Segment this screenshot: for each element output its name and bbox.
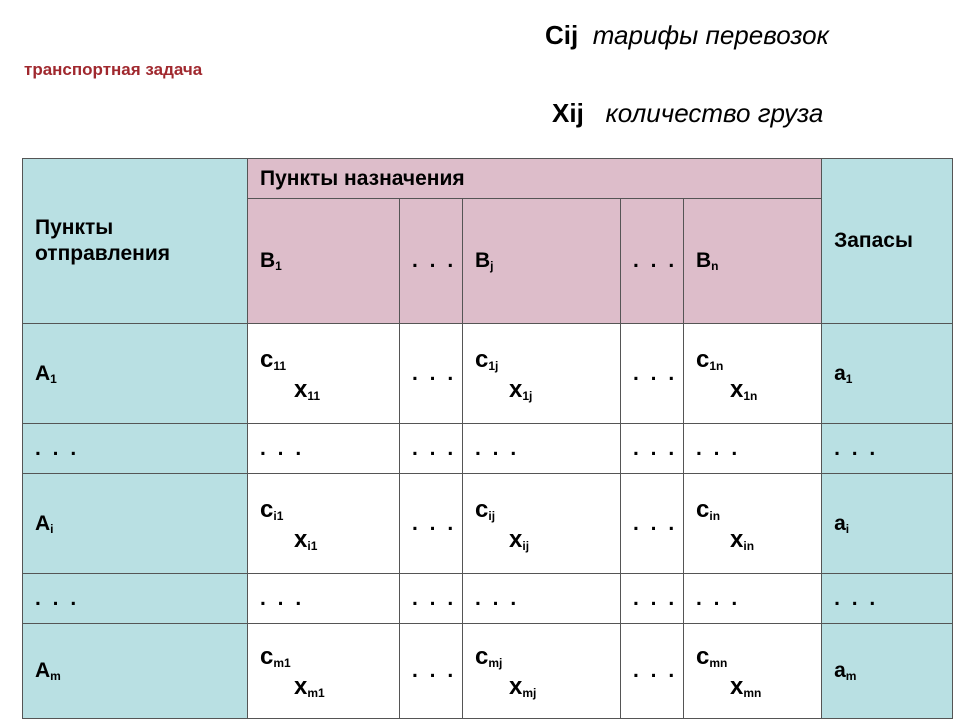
ellipsis-cell: . . . [23, 424, 248, 474]
legend-cost-symbol: Cij [545, 20, 579, 50]
ellipsis-cell: . . . [621, 474, 684, 574]
cost-index: 11 [273, 358, 287, 373]
cost-letter: c [696, 643, 710, 670]
ellipsis-cell: . . . [400, 324, 463, 424]
tariff-cell [463, 324, 621, 424]
quantity-index: 1j [522, 388, 533, 403]
destination-index: 1 [275, 259, 282, 273]
cost-letter: c [260, 643, 274, 670]
cost-letter: c [260, 495, 274, 523]
cost-value [696, 494, 821, 524]
cost-value [696, 641, 821, 671]
cost-letter: c [475, 345, 489, 373]
origin-cell [23, 624, 248, 719]
destination-letter: B [260, 249, 276, 272]
cost-value [475, 494, 620, 524]
tariff-cell [463, 474, 621, 574]
tariff-cell [248, 624, 400, 719]
quantity-index: in [743, 538, 755, 553]
destination-header [684, 199, 822, 324]
quantity-letter: x [730, 525, 744, 553]
quantity-value [260, 526, 399, 554]
quantity-letter: x [730, 375, 744, 403]
destination-index: n [711, 259, 719, 273]
cost-value [696, 344, 821, 374]
cost-letter: c [475, 495, 489, 523]
origin-index: i [50, 521, 54, 536]
cost-index: 1j [488, 358, 499, 373]
ellipsis-cell: . . . [400, 424, 463, 474]
origin-cell [23, 474, 248, 574]
quantity-value [696, 673, 821, 701]
stock-index: m [845, 669, 857, 683]
legend-cost [545, 20, 829, 51]
origin-letter: A [35, 511, 51, 535]
quantity-letter: x [509, 375, 523, 403]
cost-letter: c [475, 643, 489, 670]
cost-index: ij [488, 508, 496, 523]
cost-index: m1 [273, 656, 291, 670]
stock-letter: a [834, 361, 846, 385]
quantity-index: mj [522, 686, 537, 700]
quantity-index: i1 [307, 538, 318, 553]
origins-header: Пункты отправления [23, 159, 248, 324]
cost-value [260, 494, 399, 524]
ellipsis-row [23, 424, 953, 474]
ellipsis-cell: . . . [463, 424, 621, 474]
legend-quantity-description: количество груза [605, 98, 824, 128]
cost-value [475, 344, 620, 374]
table-row [23, 324, 953, 424]
ellipsis-cell: . . . [400, 199, 463, 324]
tariff-cell [684, 474, 822, 574]
quantity-value [696, 526, 821, 554]
subtitle: транспортная задача [24, 60, 203, 79]
destination-header [463, 199, 621, 324]
origin-index: m [50, 669, 61, 683]
tariff-cell [463, 624, 621, 719]
tariff-cell [248, 474, 400, 574]
ellipsis-cell: . . . [621, 199, 684, 324]
cost-index: 1n [709, 358, 724, 373]
cost-index: mj [488, 656, 503, 670]
legend-quantity [552, 98, 823, 129]
tariff-cell [684, 624, 822, 719]
cost-value [260, 344, 399, 374]
quantity-index: 11 [307, 388, 321, 403]
quantity-index: ij [522, 538, 530, 553]
quantity-letter: x [294, 673, 308, 700]
cost-letter: c [260, 345, 274, 373]
origin-index: 1 [50, 371, 57, 386]
ellipsis-cell: . . . [248, 574, 400, 624]
cost-index: in [709, 508, 721, 523]
legend-quantity-symbol: Xij [552, 98, 584, 128]
cost-value [475, 641, 620, 671]
ellipsis-cell: . . . [400, 474, 463, 574]
origin-letter: A [35, 361, 51, 385]
quantity-value [475, 673, 620, 701]
stock-cell [822, 324, 953, 424]
quantity-value [475, 376, 620, 404]
cost-index: mn [709, 656, 728, 670]
transport-table [22, 158, 953, 719]
tariff-cell [684, 324, 822, 424]
ellipsis-cell: . . . [400, 624, 463, 719]
ellipsis-cell: . . . [684, 424, 822, 474]
legend-cost-description: тарифы перевозок [592, 20, 829, 50]
stock-index: 1 [845, 371, 853, 386]
ellipsis-cell: . . . [621, 574, 684, 624]
origin-cell [23, 324, 248, 424]
table-row [23, 624, 953, 719]
destinations-header: Пункты назначения [248, 159, 822, 199]
cost-value [260, 641, 399, 671]
ellipsis-cell: . . . [822, 574, 953, 624]
table-row [23, 474, 953, 574]
ellipsis-cell: . . . [621, 324, 684, 424]
quantity-value [696, 376, 821, 404]
quantity-index: m1 [307, 686, 325, 700]
stock-header: Запасы [822, 159, 953, 324]
ellipsis-cell: . . . [400, 574, 463, 624]
destination-header [248, 199, 400, 324]
stock-index: i [845, 521, 850, 536]
quantity-letter: x [294, 375, 308, 403]
ellipsis-cell: . . . [23, 574, 248, 624]
destination-letter: B [475, 249, 491, 272]
destination-letter: B [696, 249, 712, 272]
quantity-value [260, 673, 399, 701]
quantity-letter: x [294, 525, 308, 553]
ellipsis-cell: . . . [248, 424, 400, 474]
stock-letter: a [834, 511, 846, 535]
quantity-index: 1n [743, 388, 758, 403]
destination-index: j [490, 259, 494, 273]
cost-index: i1 [273, 508, 284, 523]
stock-cell [822, 474, 953, 574]
quantity-letter: x [509, 525, 523, 553]
ellipsis-cell: . . . [684, 574, 822, 624]
stock-cell [822, 624, 953, 719]
cost-letter: c [696, 495, 710, 523]
origin-letter: A [35, 659, 51, 682]
quantity-letter: x [730, 673, 744, 700]
tariff-cell [248, 324, 400, 424]
quantity-index: mn [743, 686, 762, 700]
quantity-value [260, 376, 399, 404]
ellipsis-cell: . . . [621, 624, 684, 719]
ellipsis-row [23, 574, 953, 624]
stock-letter: a [834, 659, 846, 682]
ellipsis-cell: . . . [822, 424, 953, 474]
quantity-value [475, 526, 620, 554]
cost-letter: c [696, 345, 710, 373]
quantity-letter: x [509, 673, 523, 700]
ellipsis-cell: . . . [621, 424, 684, 474]
ellipsis-cell: . . . [463, 574, 621, 624]
